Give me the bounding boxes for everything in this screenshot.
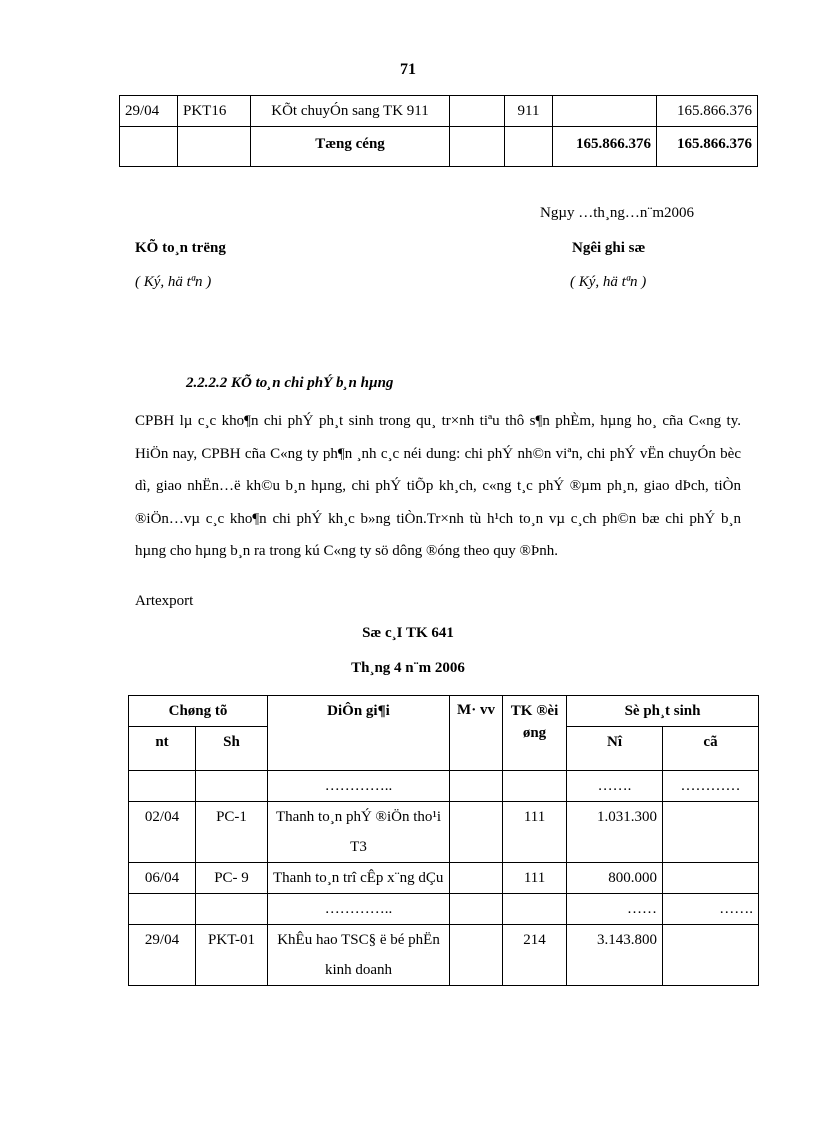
table-row xyxy=(129,925,759,986)
account-cell: 214 xyxy=(503,925,567,986)
description-cell: KhÊu hao TSC§ ë bé phËn kinh doanh xyxy=(268,925,450,986)
closing-table xyxy=(119,95,758,167)
total-label: Tæng céng xyxy=(251,127,450,167)
number-header: Sh xyxy=(196,727,268,771)
debit-header: Nî xyxy=(567,727,663,771)
ledger-title: Sæ c¸I TK 641 xyxy=(362,625,454,641)
debit-cell: 1.031.300 xyxy=(567,802,663,863)
date-cell: 06/04 xyxy=(129,863,196,894)
description-cell: ………….. xyxy=(268,894,450,925)
account-cell xyxy=(503,771,567,802)
mvv-cell xyxy=(450,802,503,863)
ledger-table xyxy=(128,695,759,986)
account-cell xyxy=(503,894,567,925)
credit-cell xyxy=(663,925,759,986)
contra-account-header: TK ®èi øng xyxy=(503,696,567,771)
signature-date-line: Ngµy …th¸ng…n¨m2006 xyxy=(540,205,695,221)
description-cell: Thanh to¸n phÝ ®iÖn tho¹i T3 xyxy=(268,802,450,863)
voucher-header: Chøng tõ xyxy=(129,696,268,727)
debit-cell: ……. xyxy=(567,771,663,802)
mvv-header: M· vv xyxy=(450,696,503,771)
mvv-cell xyxy=(450,96,505,127)
credit-cell: 165.866.376 xyxy=(657,96,758,127)
number-cell: PC-1 xyxy=(196,802,268,863)
mvv-cell xyxy=(450,894,503,925)
account-cell: 111 xyxy=(503,802,567,863)
credit-cell xyxy=(663,863,759,894)
description-cell: ………….. xyxy=(268,771,450,802)
table-row xyxy=(129,894,759,925)
total-credit: 165.866.376 xyxy=(657,127,758,167)
mvv-cell xyxy=(450,771,503,802)
debit-cell: 3.143.800 xyxy=(567,925,663,986)
account-cell: 111 xyxy=(503,863,567,894)
doc-cell xyxy=(178,127,251,167)
bookkeeper-title: Ngêi ghi sæ xyxy=(572,240,646,256)
number-cell xyxy=(196,894,268,925)
date-cell: 29/04 xyxy=(120,96,178,127)
number-cell: PC- 9 xyxy=(196,863,268,894)
body-paragraph: CPBH lµ c¸c kho¶n chi phÝ ph¸t sinh trong qu¸ tr×nh tiªu thô s¶n phÈm, hµng ho¸ cña C«ng ty. HiÖn nay, CPBH cña C«ng ty ph¶n ¸nh c¸c néi dung: chi phÝ nh©n viªn, chi phÝ vËn chuyÓn bèc dì, giao nhËn…ë kh©u b¸n hµng, chi phÝ tiÕp kh¸ch, c«ng t¸c phÝ ®µm ph¸n, giao dÞch, tiÒn ®iÖn…vµ c¸c kho¶n chi phÝ kh¸c b»ng tiÒn.Tr×nh tù h¹ch to¸n vµ c¸ch ph©n bæ chi phÝ b¸n hµng cho hµng b¸n ra trong kú C«ng ty sö dông ®óng theo quy ®Þnh. xyxy=(135,413,741,559)
table-row xyxy=(129,863,759,894)
date-cell xyxy=(129,771,196,802)
date-cell xyxy=(129,894,196,925)
number-cell xyxy=(196,771,268,802)
debit-cell: 800.000 xyxy=(567,863,663,894)
company-name: Artexport xyxy=(135,593,194,609)
number-cell: PKT-01 xyxy=(196,925,268,986)
table-row xyxy=(129,771,759,802)
debit-cell xyxy=(553,96,657,127)
bookkeeper-sign-note: ( Ký, hä tªn ) xyxy=(570,274,647,290)
date-cell: 02/04 xyxy=(129,802,196,863)
credit-cell: ………… xyxy=(663,771,759,802)
account-cell xyxy=(505,127,553,167)
date-header: nt xyxy=(129,727,196,771)
chief-accountant-title: KÕ to¸n trëng xyxy=(135,240,226,256)
total-row xyxy=(120,127,758,167)
credit-cell: ……. xyxy=(663,894,759,925)
page-number: 71 xyxy=(400,61,416,78)
date-cell xyxy=(120,127,178,167)
doc-cell: PKT16 xyxy=(178,96,251,127)
table-row xyxy=(129,802,759,863)
credit-cell xyxy=(663,802,759,863)
total-debit: 165.866.376 xyxy=(553,127,657,167)
description-header: DiÔn gi¶i xyxy=(268,696,450,771)
amount-header: Sè ph¸t sinh xyxy=(567,696,759,727)
date-cell: 29/04 xyxy=(129,925,196,986)
table-row xyxy=(120,96,758,127)
credit-header: cã xyxy=(663,727,759,771)
mvv-cell xyxy=(450,863,503,894)
mvv-cell xyxy=(450,127,505,167)
debit-cell: …… xyxy=(567,894,663,925)
header-row xyxy=(129,696,759,727)
section-heading: 2.2.2.2 KÕ to¸n chi phÝ b¸n hµng xyxy=(186,375,394,391)
chief-accountant-sign-note: ( Ký, hä tªn ) xyxy=(135,274,212,290)
description-cell: KÕt chuyÓn sang TK 911 xyxy=(251,96,450,127)
ledger-period: Th¸ng 4 n¨m 2006 xyxy=(351,660,465,676)
description-cell: Thanh to¸n trî cÊp x¨ng dÇu xyxy=(268,863,450,894)
mvv-cell xyxy=(450,925,503,986)
account-cell: 911 xyxy=(505,96,553,127)
